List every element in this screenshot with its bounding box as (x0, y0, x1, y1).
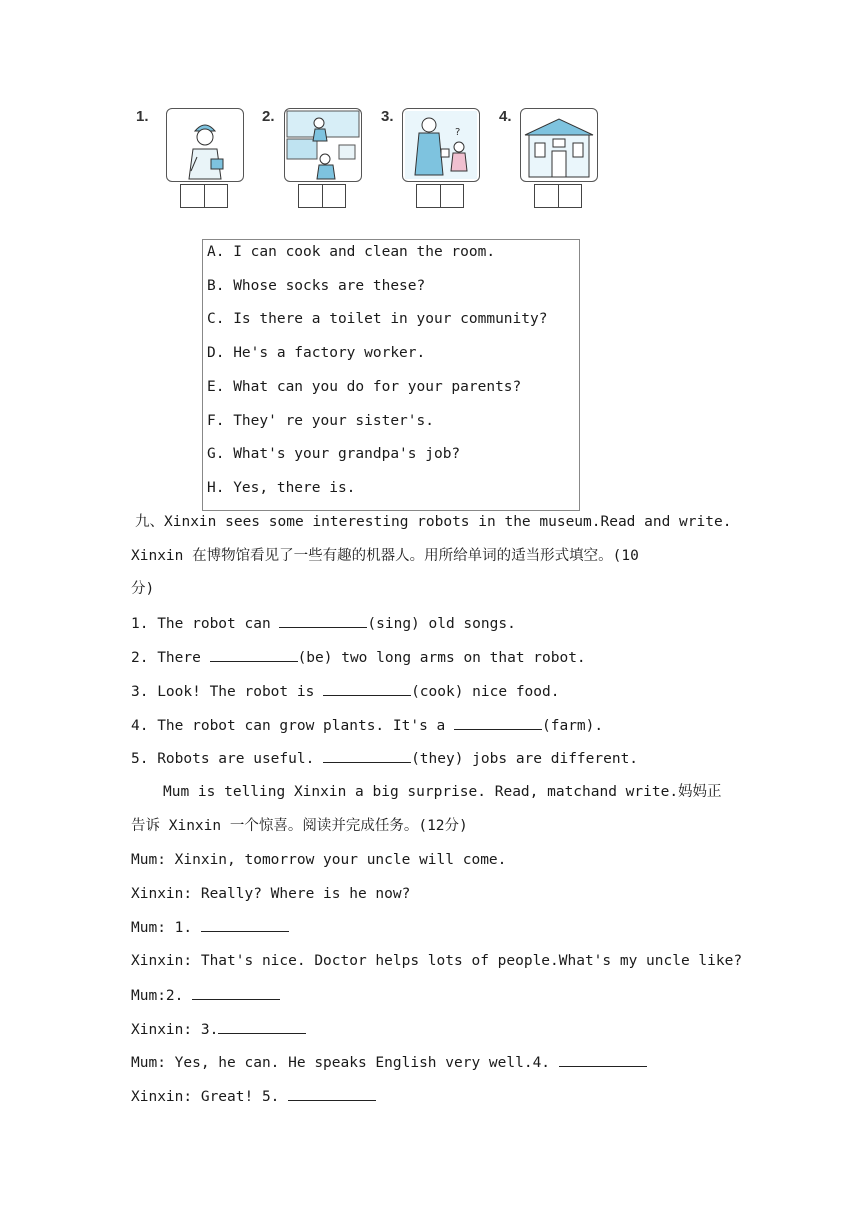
line-text: Xinxin: 3. (131, 1022, 219, 1038)
factory-worker-picture (166, 108, 244, 182)
section9-item-4 (131, 715, 603, 736)
answer-blank[interactable] (454, 715, 542, 730)
line-text: Mum:2. (131, 988, 193, 1004)
svg-text:?: ? (455, 127, 461, 138)
dialogue-line-5 (131, 985, 280, 1006)
item-text: (farm). (542, 718, 604, 734)
option-b: B. Whose socks are these? (207, 278, 426, 294)
answer-blank[interactable] (218, 1019, 306, 1034)
dialogue-line-4: Xinxin: That's nice. Doctor helps lots of people.What's my uncle like? (131, 953, 743, 969)
picture-number-1: 1. (136, 108, 149, 125)
section9-item-5 (131, 748, 638, 769)
dialogue-line-1: Mum: Xinxin, tomorrow your uncle will come. (131, 852, 507, 868)
section9-item-1 (131, 613, 516, 634)
answer-blank[interactable] (192, 985, 280, 1000)
section9-title: 九、Xinxin sees some interesting robots in the museum.Read and write. (135, 514, 732, 530)
item-text: (they) jobs are different. (411, 751, 639, 767)
dialogue-line-7 (131, 1052, 647, 1073)
answer-blank[interactable] (210, 647, 298, 662)
picture-number-4: 4. (499, 108, 512, 125)
item-text: 5. Robots are useful. (131, 751, 324, 767)
item-text: 1. The robot can (131, 616, 280, 632)
line-text: Xinxin: Great! 5. (131, 1089, 289, 1105)
answer-blank[interactable] (201, 917, 289, 932)
answer-blank[interactable] (288, 1086, 376, 1101)
item-text: 3. Look! The robot is (131, 684, 324, 700)
answer-blank[interactable] (323, 748, 411, 763)
item-text: 4. The robot can grow plants. It's a (131, 718, 455, 734)
item-text: (be) two long arms on that robot. (297, 650, 586, 666)
option-c: C. Is there a toilet in your community? (207, 311, 548, 327)
section9-title-cn: Xinxin 在博物馆看见了一些有趣的机器人。用所给单词的适当形式填空。(10 (131, 548, 639, 564)
option-d: D. He's a factory worker. (207, 345, 426, 361)
dialogue-line-8 (131, 1086, 376, 1107)
item-text: (sing) old songs. (367, 616, 516, 632)
line-text: Mum: Yes, he can. He speaks English very well.4. (131, 1055, 559, 1071)
answer-blank[interactable] (323, 681, 411, 696)
option-a: A. I can cook and clean the room. (207, 244, 496, 260)
picture-number-3: 3. (381, 108, 394, 125)
section9-item-3 (131, 681, 559, 702)
answer-box-2[interactable] (298, 184, 346, 208)
answer-box-4[interactable] (534, 184, 582, 208)
section9-title-cn-2: 分) (131, 581, 155, 597)
answer-blank[interactable] (559, 1052, 647, 1067)
answer-box-1[interactable] (180, 184, 228, 208)
option-g: G. What's your grandpa's job? (207, 446, 461, 462)
option-h: H. Yes, there is. (207, 480, 356, 496)
section10-title: Mum is telling Xinxin a big surprise. Read, matchand write.妈妈正 (163, 784, 722, 800)
mother-daughter-socks-picture (402, 108, 480, 182)
dialogue-line-3 (131, 917, 289, 938)
section10-title-cn: 告诉 Xinxin 一个惊喜。阅读并完成任务。(12分) (131, 818, 468, 834)
option-e: E. What can you do for your parents? (207, 379, 522, 395)
dialogue-line-6 (131, 1019, 306, 1040)
dialogue-line-2: Xinxin: Really? Where is he now? (131, 886, 411, 902)
option-f: F. They' re your sister's. (207, 413, 434, 429)
building-toilet-picture (520, 108, 598, 182)
section9-item-2 (131, 647, 586, 668)
item-text: 2. There (131, 650, 210, 666)
cook-clean-picture (284, 108, 362, 182)
answer-box-3[interactable] (416, 184, 464, 208)
line-text: Mum: 1. (131, 920, 201, 936)
picture-number-2: 2. (262, 108, 275, 125)
item-text: (cook) nice food. (411, 684, 560, 700)
answer-blank[interactable] (279, 613, 367, 628)
